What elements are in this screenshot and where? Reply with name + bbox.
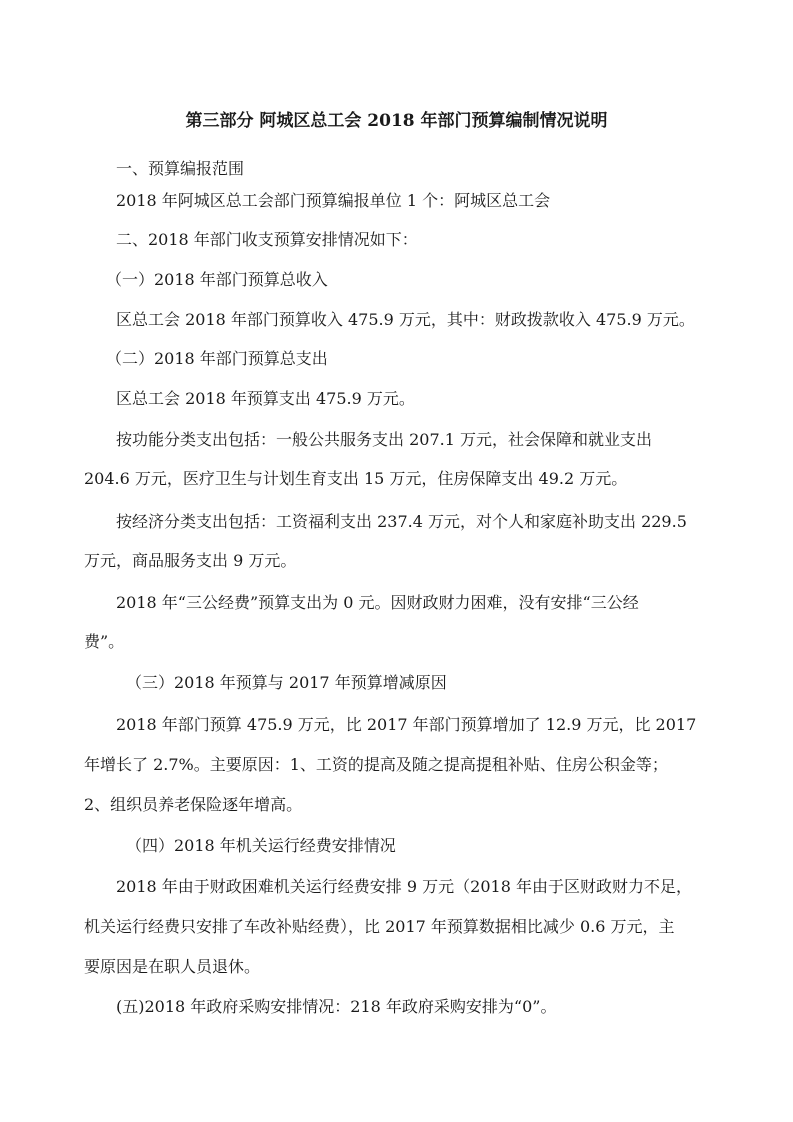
paragraph-line: 按功能分类支出包括：一般公共服务支出 207.1 万元，社会保障和就业支出 xyxy=(116,430,652,449)
paragraph-line: 区总工会 2018 年预算支出 475.9 万元。 xyxy=(116,389,415,408)
subsection-heading: （四）2018 年机关运行经费安排情况 xyxy=(126,836,396,855)
subsection-heading: （二）2018 年部门预算总支出 xyxy=(106,349,328,368)
paragraph-line: 2018 年部门预算 475.9 万元，比 2017 年部门预算增加了 12.9 万元，比 2017 xyxy=(116,715,697,734)
paragraph-line: (五)2018 年政府采购安排情况：218 年政府采购安排为“0”。 xyxy=(116,997,557,1016)
subsection-heading: （一）2018 年部门预算总收入 xyxy=(106,270,328,289)
section-heading: 二、2018 年部门收支预算安排情况如下： xyxy=(116,230,418,249)
paragraph-line: 年增长了 2.7%。主要原因：1、工资的提高及随之提高提租补贴、住房公积金等； xyxy=(84,755,668,774)
paragraph-line: 2018 年由于财政困难机关运行经费安排 9 万元（2018 年由于区财政财力不足， xyxy=(116,877,692,896)
paragraph-line: 2、组织员养老保险逐年增高。 xyxy=(84,795,303,814)
subsection-heading: （三）2018 年预算与 2017 年预算增减原因 xyxy=(126,673,447,692)
paragraph-line: 区总工会 2018 年部门预算收入 475.9 万元，其中：财政拨款收入 475.9 万元。 xyxy=(116,310,695,329)
section-heading: 一、预算编报范围 xyxy=(116,159,245,178)
paragraph-line: 万元，商品服务支出 9 万元。 xyxy=(84,551,297,570)
paragraph-line: 机关运行经费只安排了车改补贴经费），比 2017 年预算数据相比减少 0.6 万元，主 xyxy=(84,917,675,936)
paragraph-line: 2018 年阿城区总工会部门预算编报单位 1 个：阿城区总工会 xyxy=(116,191,551,210)
document-title: 第三部分 阿城区总工会 2018 年部门预算编制情况说明 xyxy=(185,111,608,131)
paragraph-line: 按经济分类支出包括：工资福利支出 237.4 万元，对个人和家庭补助支出 229.5 xyxy=(116,512,687,531)
paragraph-line: 费”。 xyxy=(84,632,125,651)
paragraph-line: 要原因是在职人员退休。 xyxy=(84,957,261,976)
paragraph-line: 204.6 万元，医疗卫生与计划生育支出 15 万元，住房保障支出 49.2 万元。 xyxy=(84,469,628,488)
paragraph-line: 2018 年“三公经费”预算支出为 0 元。因财政财力困难，没有安排“三公经 xyxy=(116,593,639,612)
